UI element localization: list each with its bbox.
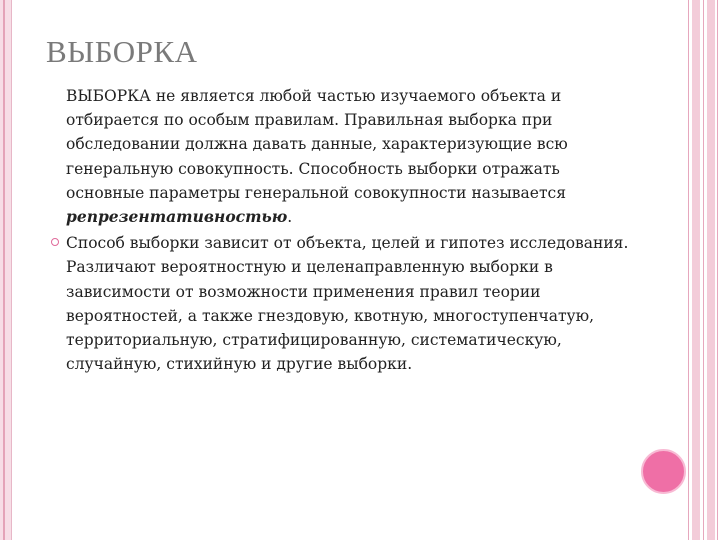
slide-body [66,84,631,376]
term-representativeness: репрезентативностью [66,207,288,227]
right-frame-line [703,0,704,540]
right-frame-line [688,0,689,540]
pink-circle-decoration [641,449,686,494]
right-frame-bar [692,0,700,540]
right-frame-border [686,0,720,540]
left-frame-border [0,0,12,540]
paragraph-definition-text: ВЫБОРКА не является любой частью изучаемого объекта и отбирается по особым правилам. Правильная выборка при обследовании должна давать данные, характеризующие всю генеральную совокупность. Способность выборки отражать основные параметры генеральной совокупности называется [66,87,568,202]
right-frame-line [717,0,718,540]
circle-bullet-icon [51,238,59,246]
paragraph-definition-end: . [287,208,293,227]
slide-title: ВЫБОРКА [46,34,198,69]
right-frame-bar [707,0,715,540]
paragraph-methods-text: Способ выборки зависит от объекта, целей и гипотез исследования. Различают вероятностную и целенаправленную выборки в зависимости от возможности применения правил теории вероятностей, а также гнездовую, квотную, многоступенчатую, территориальную, стратифицированную, систематическую, случайную, стихийную и другие выборки. [66,234,629,374]
paragraph-methods [66,231,631,376]
paragraph-definition [66,84,631,229]
left-frame-stripe [3,0,5,540]
